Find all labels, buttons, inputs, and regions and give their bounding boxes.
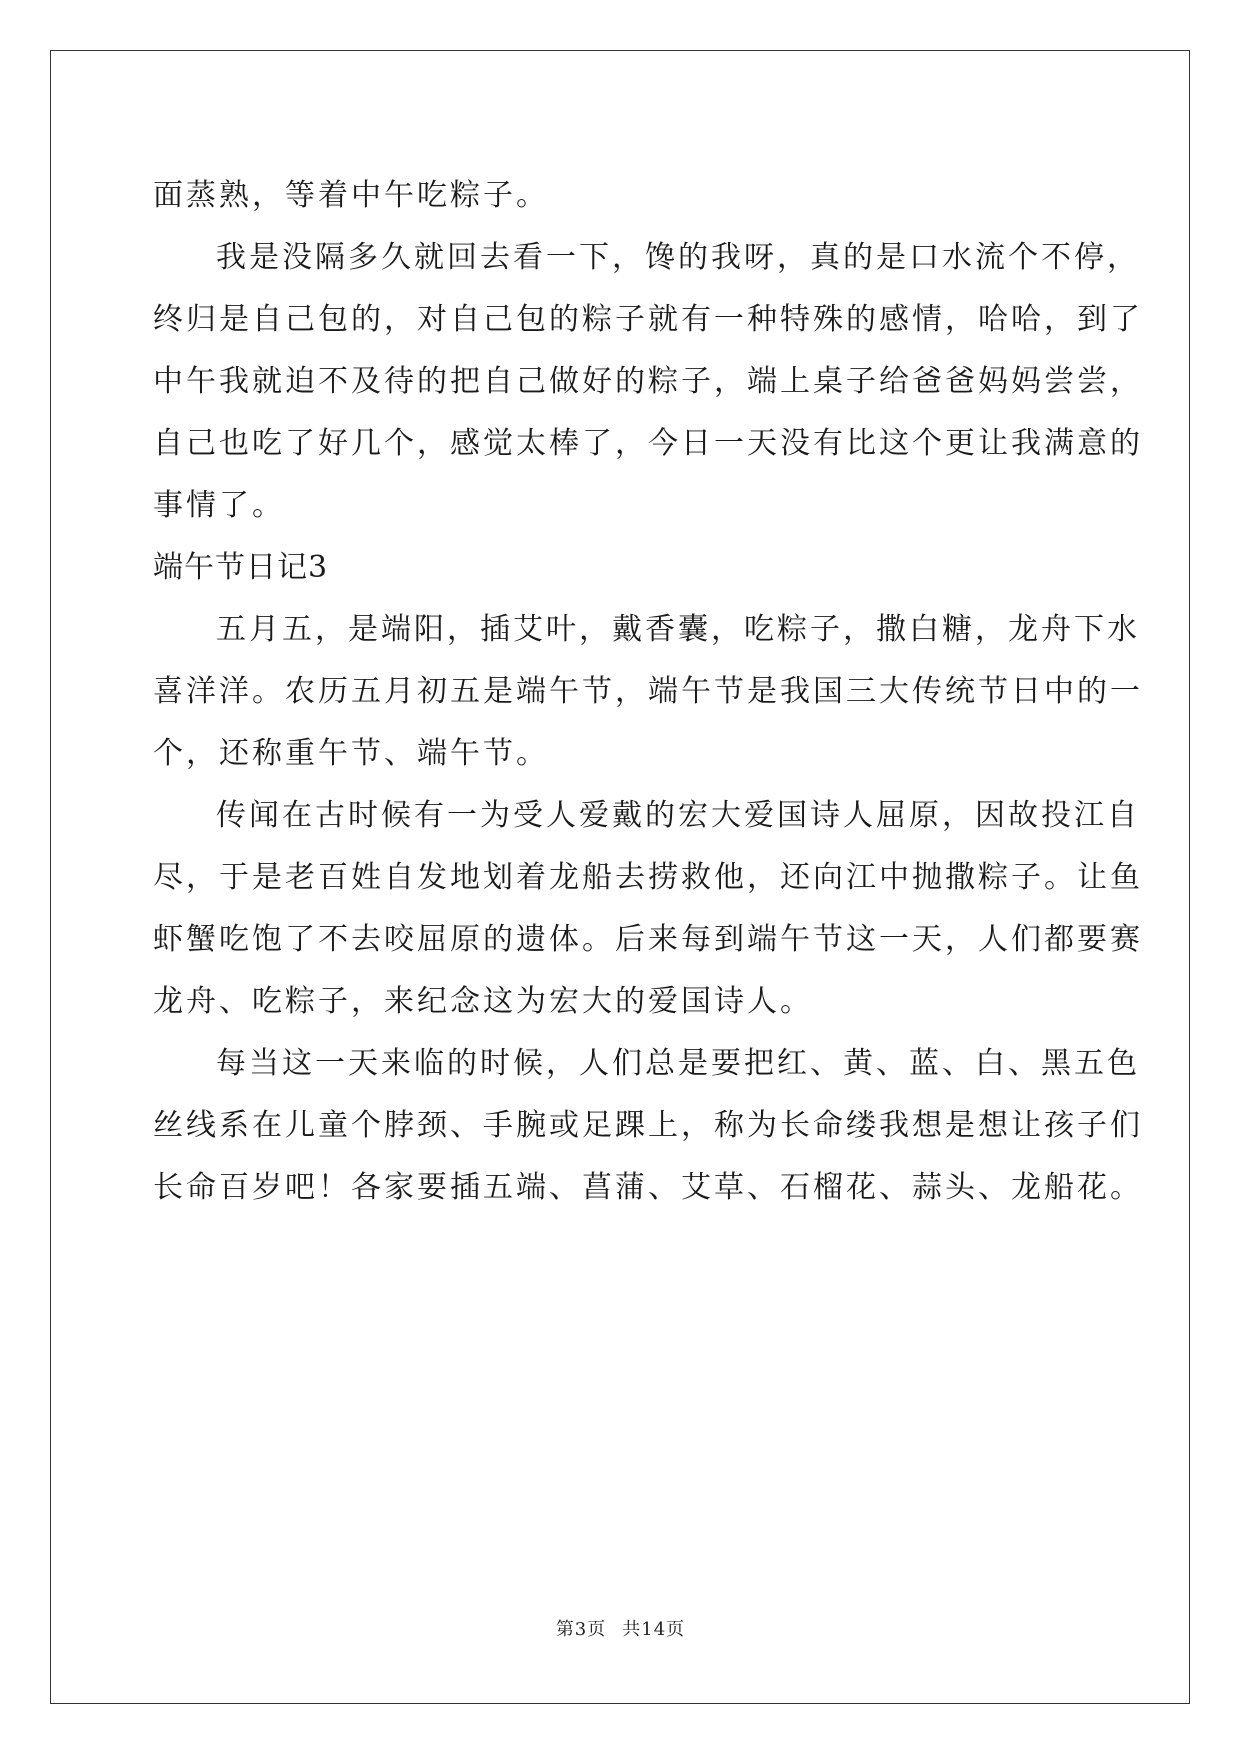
paragraph-start-line: 每当这一天来临的时候，人们总是要把红、黄、蓝、白、黑五色 bbox=[216, 1046, 1140, 1081]
text-line: 终归是自己包的，对自己包的粽子就有一种特殊的感情，哈哈，到了 bbox=[153, 302, 1143, 337]
paragraph-start-line: 我是没隔多久就回去看一下，馋的我呀，真的是口水流个不停， bbox=[216, 240, 1140, 275]
section-heading: 端午节日记3 bbox=[153, 550, 329, 585]
text-line: 中午我就迫不及待的把自己做好的粽子，端上桌子给爸爸妈妈尝尝， bbox=[153, 364, 1143, 399]
text-line: 丝线系在儿童个脖颈、手腕或足踝上，称为长命缕我想是想让孩子们 bbox=[153, 1108, 1143, 1143]
paragraph-start-line: 传闻在古时候有一为受人爱戴的宏大爱国诗人屈原，因故投江自 bbox=[216, 798, 1140, 833]
page-total: 共14页 bbox=[622, 1619, 686, 1640]
paragraph-start-line: 五月五，是端阳，插艾叶，戴香囊，吃粽子，撒白糖，龙舟下水 bbox=[216, 612, 1140, 647]
text-line: 自己也吃了好几个，感觉太棒了，今日一天没有比这个更让我满意的 bbox=[153, 426, 1143, 461]
text-line: 喜洋洋。农历五月初五是端午节，端午节是我国三大传统节日中的一 bbox=[153, 674, 1143, 709]
page-number: 第3页 bbox=[555, 1619, 607, 1640]
text-line: 事情了。 bbox=[153, 488, 285, 523]
text-line: 尽，于是老百姓自发地划着龙船去捞救他，还向江中抛撒粽子。让鱼 bbox=[153, 860, 1143, 895]
text-line: 龙舟、吃粽子，来纪念这为宏大的爱国诗人。 bbox=[153, 984, 813, 1019]
text-line: 个，还称重午节、端午节。 bbox=[153, 736, 549, 771]
document-body bbox=[153, 165, 1143, 1219]
text-line: 虾蟹吃饱了不去咬屈原的遗体。后来每到端午节这一天，人们都要赛 bbox=[153, 922, 1143, 957]
text-line: 长命百岁吧！各家要插五端、菖蒲、艾草、石榴花、蒜头、龙船花。 bbox=[153, 1170, 1143, 1205]
text-line: 面蒸熟，等着中午吃粽子。 bbox=[153, 178, 549, 213]
page-footer bbox=[0, 1615, 1241, 1641]
